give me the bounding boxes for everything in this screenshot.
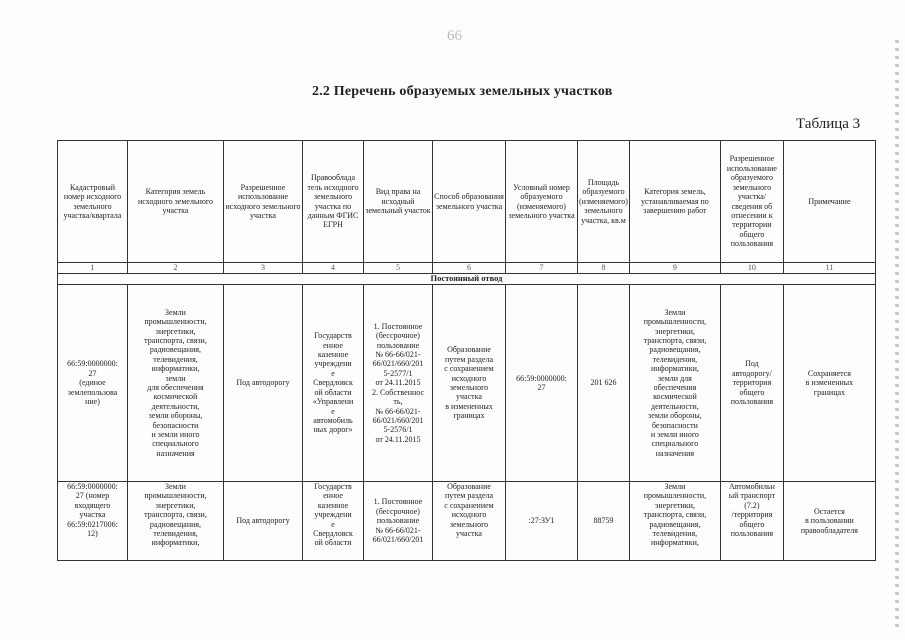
table-cell: Сохраняется в измененных границах bbox=[783, 285, 875, 482]
column-number: 1 bbox=[58, 263, 128, 274]
header-cell: Разрешенное использование образуемого земельного участка/ сведения об отнесении к территории общего пользования bbox=[720, 141, 783, 263]
page-number: 66 bbox=[447, 28, 462, 44]
table-cell: 66:59:0000000: 27 (номер входящего участка 66:59:0217006: 12) bbox=[58, 482, 128, 561]
header-cell: Правооблада тель исходного земельного участка по данным ФГИС ЕГРН bbox=[303, 141, 364, 263]
section-title: 2.2 Перечень образуемых земельных участков bbox=[312, 84, 613, 99]
header-cell: Условный номер образуемого (изменяемого) земельного участка bbox=[506, 141, 578, 263]
table-cell: Государств енное казенное учреждени е Свердловск ой области bbox=[303, 482, 364, 561]
column-number: 10 bbox=[720, 263, 783, 274]
column-number: 8 bbox=[578, 263, 630, 274]
column-number-row bbox=[58, 263, 876, 274]
column-number: 3 bbox=[224, 263, 303, 274]
header-cell: Кадастровый номер исходного земельного участка/квартала bbox=[58, 141, 128, 263]
column-number: 9 bbox=[629, 263, 720, 274]
table-cell: 1. Постоянное (бессрочное) пользование № 66-66/021- 66/021/660/201 bbox=[364, 482, 433, 561]
table-row bbox=[58, 285, 876, 482]
table-cell: 201 626 bbox=[578, 285, 630, 482]
table-cell: Земли промышленности, энергетики, транспорта, связи, радиовещания, телевидения, информатики, земли для обеспечения космической деятельности, земли обороны, безопасности и земли иного специального назначения bbox=[629, 285, 720, 482]
header-cell: Площадь образуемого (изменяемого) земельного участка, кв.м bbox=[578, 141, 630, 263]
column-number: 6 bbox=[433, 263, 506, 274]
page-edge-binding bbox=[895, 40, 899, 630]
table-cell: Образование путем раздела с сохранением исходного земельного участка в измененных границах bbox=[433, 285, 506, 482]
header-cell: Категория земель исходного земельного участка bbox=[128, 141, 224, 263]
header-cell: Способ образования земельного участка bbox=[433, 141, 506, 263]
table-cell: :27:ЗУ1 bbox=[506, 482, 578, 561]
table-cell: Остается в пользовании правообладателя bbox=[783, 482, 875, 561]
column-number: 2 bbox=[128, 263, 224, 274]
column-number: 7 bbox=[506, 263, 578, 274]
column-number: 5 bbox=[364, 263, 433, 274]
table-cell: Под автодорогу bbox=[224, 482, 303, 561]
table-cell: Земли промышленности, энергетики, транспорта, связи, радиовещания, телевидения, информатики, bbox=[128, 482, 224, 561]
table-cell: 88759 bbox=[578, 482, 630, 561]
header-cell: Категория земель, устанавливаемая по завершению работ bbox=[629, 141, 720, 263]
table-cell: Под автодорогу bbox=[224, 285, 303, 482]
table-cell: Земли промышленности, энергетики, транспорта, связи, радиовещания, телевидения, информатики, земли для обеспечения космической деятельности, земли обороны, безопасности и земли иного специального назначения bbox=[128, 285, 224, 482]
column-number: 11 bbox=[783, 263, 875, 274]
header-row bbox=[58, 141, 876, 263]
section-row-title: Постоянный отвод bbox=[58, 274, 876, 285]
header-cell: Примечание bbox=[783, 141, 875, 263]
table-cell: 66:59:0000000: 27 bbox=[506, 285, 578, 482]
table-cell: 66:59:0000000: 27 (единое землепользова ние) bbox=[58, 285, 128, 482]
table-label: Таблица 3 bbox=[796, 116, 861, 132]
table-cell: Образование путем раздела с сохранением исходного земельного участка bbox=[433, 482, 506, 561]
table-cell: Государств енное казенное учреждени е Свердловск ой области «Управлени е автомобиль ных дорог» bbox=[303, 285, 364, 482]
table-cell: Земли промышленности, энергетики, транспорта, связи, радиовещания, телевидения, информатики, bbox=[629, 482, 720, 561]
table-cell: Автомобильн ый транспорт (7.2) /территория общего пользования bbox=[720, 482, 783, 561]
table-row bbox=[58, 482, 876, 561]
header-cell: Вид права на исходный земельный участок bbox=[364, 141, 433, 263]
section-row bbox=[58, 274, 876, 285]
column-number: 4 bbox=[303, 263, 364, 274]
table-cell: 1. Постоянное (бессрочное) пользование № 66-66/021- 66/021/660/201 5-2577/1 от 24.11.2015 2. Собственнос ть, № 66-66/021- 66/021/660/201 5-2576/1 от 24.11.2015 bbox=[364, 285, 433, 482]
table-cell: Под автодорогу/ территория общего пользования bbox=[720, 285, 783, 482]
header-cell: Разрешенное использование исходного земельного участка bbox=[224, 141, 303, 263]
land-plots-table bbox=[57, 140, 876, 561]
